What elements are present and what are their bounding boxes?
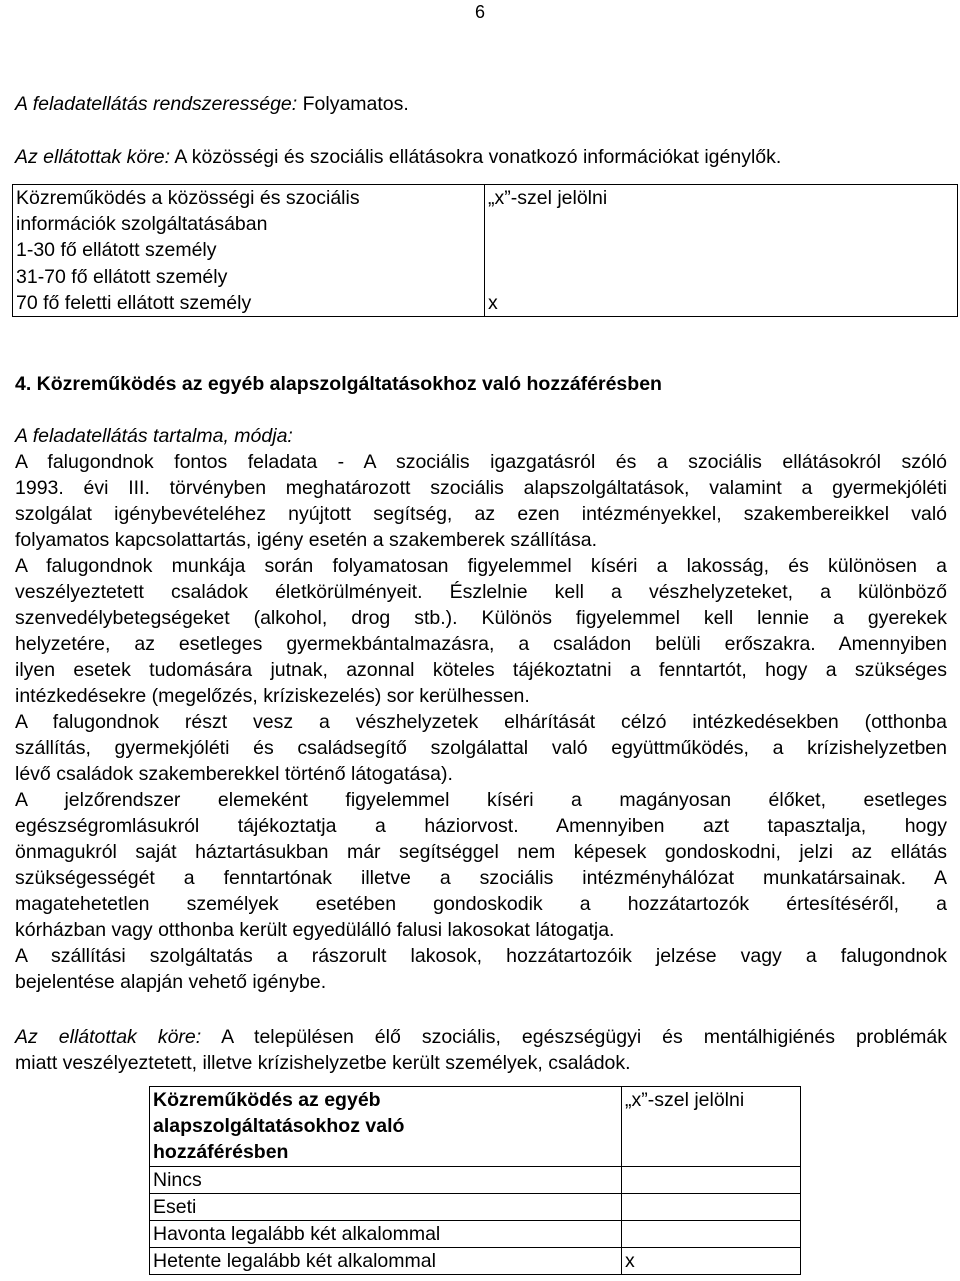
body-text-line: szükségességét a fenntartónak illetve a szociális intézményhálózat munkatársainak. A [15, 867, 947, 889]
information-services-table [12, 184, 958, 317]
row-mark [622, 1193, 801, 1220]
ellatottak-value-sec4: A településen élő szociális, egészségügyi és mentálhigiénés problémák [201, 1026, 947, 1048]
body-text-line: lévő családok szakemberekkel történő látogatása). [15, 763, 453, 785]
body-text-line: veszélyeztetett családok életkörülményeit. Észlelnie kell a vészhelyzeteket, a különböző [15, 581, 947, 603]
body-text-line: 1993. évi III. törvényben meghatározott szociális alapszolgáltatások, valamint a gyermekjóléti [15, 477, 947, 499]
body-text-line: szállítás, gyermekjóléti és családsegítő szolgálattal való együttműködés, a krízishelyzetben [15, 737, 947, 759]
body-text-line: A jelzőrendszer elemeként figyelemmel kíséri a magányosan élőket, esetleges [15, 789, 947, 811]
body-text-line: szolgálat igénybevételéhez nyújtott segítség, az ezen intézményekkel, szakembereikkel való [15, 503, 947, 525]
body-text-line: kórházban vagy otthonba került egyedülálló falusi lakosokat látogatja. [15, 919, 615, 941]
row-mark [622, 1221, 801, 1248]
row-mark [488, 264, 957, 290]
ellatottak-line-sec3 [15, 145, 947, 169]
mark-header-cell: „x”-szel jelölni [622, 1087, 801, 1167]
ellatottak-line-sec4-2: miatt veszélyeztetett, illetve krízishelyzetbe került személyek, családok. [15, 1052, 631, 1074]
table-header-line: Közreműködés a közösségi és szociális [16, 187, 360, 209]
row-label: Nincs [150, 1166, 622, 1193]
row-mark [488, 237, 957, 263]
row-mark [622, 1166, 801, 1193]
ellatottak-label-sec4: Az ellátottak köre: [15, 1026, 202, 1048]
tartalma-label: A feladatellátás tartalma, módja: [15, 425, 293, 447]
table-row [150, 1087, 801, 1167]
ellatottak-line-sec4 [15, 1025, 947, 1049]
body-text-line: helyzetére, az esetleges gyermekbántalmazásra, a családon belüli erőszakra. Amennyiben [15, 633, 947, 655]
row-label: Eseti [150, 1193, 622, 1220]
rendszeresseg-label: A feladatellátás rendszeressége: [15, 93, 298, 115]
table-header-line: információk szolgáltatásában [16, 213, 268, 236]
body-text-line: folyamatos kapcsolattartás, igény esetén a szakemberek szállítása. [15, 529, 598, 551]
body-text-line: bejelentése alapján vehető igénybe. [15, 971, 327, 993]
body-text-line: egészségromlásukról tájékoztatja a háziorvost. Amennyiben azt tapasztalja, hogy [15, 815, 947, 837]
row-label: Hetente legalább két alkalommal [150, 1248, 622, 1275]
row-label: 31-70 fő ellátott személy [16, 265, 228, 288]
table-row [150, 1166, 801, 1193]
table-header-cell [13, 185, 485, 317]
section-heading: 4. Közreműködés az egyéb alapszolgáltatásokhoz való hozzáférésben [15, 373, 662, 395]
body-text-line: A falugondnok fontos feladata - A szociális igazgatásról és a szociális ellátásokról szóló [15, 451, 947, 473]
row-label: Havonta legalább két alkalommal [150, 1221, 622, 1248]
mark-column-cell [485, 185, 958, 317]
spacer [488, 211, 957, 237]
body-text-line: A szállítási szolgáltatás a rászorult lakosok, hozzátartozóik jelzése vagy a falugondnok [15, 945, 947, 967]
row-mark: x [622, 1248, 801, 1275]
row-mark: x [488, 291, 498, 314]
table-row [150, 1248, 801, 1275]
body-text-line: önmagukról saját háztartásukban már segítséggel nem képesek gondoskodni, jelzi az ellátás [15, 841, 947, 863]
table-header-line: Közreműködés az egyéb [153, 1089, 381, 1111]
rendszeresseg-line [15, 92, 947, 116]
table-header-line: alapszolgáltatásokhoz való [153, 1115, 405, 1138]
row-label: 1-30 fő ellátott személy [16, 239, 217, 262]
rendszeresseg-value: Folyamatos. [297, 93, 409, 115]
table-header-line: hozzáférésben [153, 1141, 289, 1164]
table-row [150, 1221, 801, 1248]
body-text-line: magatehetetlen személyek esetében gondoskodik a hozzátartozók értesítéséről, a [15, 893, 947, 915]
page-number: 6 [474, 2, 485, 22]
other-services-table [149, 1086, 801, 1275]
body-text-line: A falugondnok részt vesz a vészhelyzetek elhárítását célzó intézkedésekben (otthonba [15, 711, 947, 733]
row-label: 70 fő feletti ellátott személy [16, 291, 252, 314]
body-text-line: intézkedésekre (megelőzés, kríziskezelés) sor kerülhessen. [15, 685, 530, 707]
table-row [13, 185, 958, 317]
ellatottak-label-sec3: Az ellátottak köre: [15, 146, 170, 168]
body-text-line: szenvedélybetegségeket (alkohol, drog stb.). Különös figyelemmel kell lennie a gyerekek [15, 607, 947, 629]
body-text-line: A falugondnok munkája során folyamatosan figyelemmel kíséri a lakosság, és különösen a [15, 555, 947, 577]
mark-header: „x”-szel jelölni [488, 187, 608, 209]
table-row [150, 1193, 801, 1220]
ellatottak-value-sec3: A közösségi és szociális ellátásokra vonatkozó információkat igénylők. [170, 146, 782, 168]
body-text-line: ilyen esetek tudomására jutnak, azonnal köteles tájékoztatni a fenntartót, hogy a szükséges [15, 659, 947, 681]
table-header-cell [150, 1087, 622, 1167]
